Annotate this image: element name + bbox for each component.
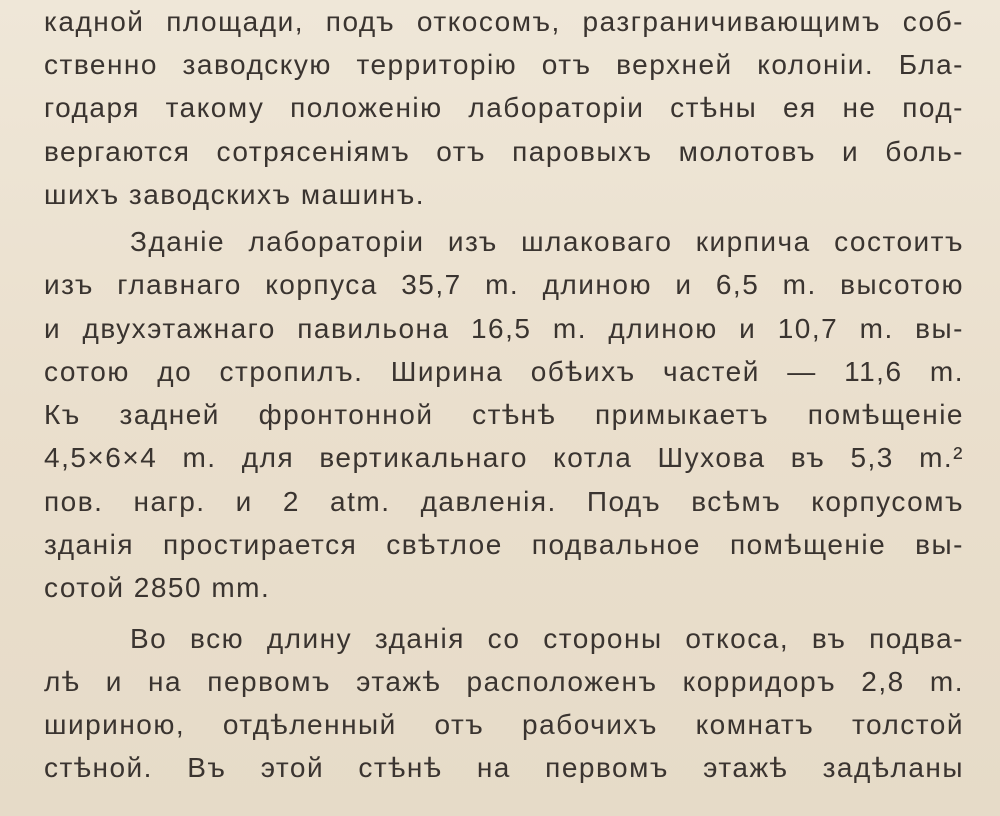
text-line: Къ задней фронтонной стѣнѣ примыкаетъ помѣщеніе <box>44 399 964 430</box>
text-line: 4,5×6×4 m. для вертикальнаго котла Шухова въ 5,3 m.² <box>44 442 964 473</box>
text-line: стѣной. Въ этой стѣнѣ на первомъ этажѣ задѣланы <box>44 752 964 783</box>
text-line: лѣ и на первомъ этажѣ расположенъ корридоръ 2,8 m. <box>44 666 964 697</box>
text-line: ственно заводскую территорію отъ верхней колоніи. Бла- <box>44 49 964 80</box>
text-line: и двухэтажнаго павильона 16,5 m. длиною и 10,7 m. вы- <box>44 313 964 344</box>
text-line: вергаются сотрясеніямъ отъ паровыхъ молотовъ и боль- <box>44 136 964 167</box>
text-line: годаря такому положенію лабораторіи стѣны ея не под- <box>44 92 964 123</box>
text-line: зданія простирается свѣтлое подвальное помѣщеніе вы- <box>44 529 964 560</box>
text-line: изъ главнаго корпуса 35,7 m. длиною и 6,5 m. высотою <box>44 269 964 300</box>
text-line: сотою до стропилъ. Ширина обѣихъ частей — 11,6 m. <box>44 356 964 387</box>
text-line: сотой 2850 mm. <box>44 572 271 603</box>
text-line: Во всю длину зданія со стороны откоса, въ подва- <box>130 623 964 654</box>
text-line: шириною, отдѣленный отъ рабочихъ комнатъ толстой <box>44 709 964 740</box>
text-line: пов. нагр. и 2 atm. давленія. Подъ всѣмъ корпусомъ <box>44 486 964 517</box>
text-line: шихъ заводскихъ машинъ. <box>44 179 425 210</box>
text-line: Зданіе лабораторіи изъ шлаковаго кирпича состоитъ <box>130 226 964 257</box>
text-line: кадной площади, подъ откосомъ, разграничивающимъ соб- <box>44 6 964 37</box>
